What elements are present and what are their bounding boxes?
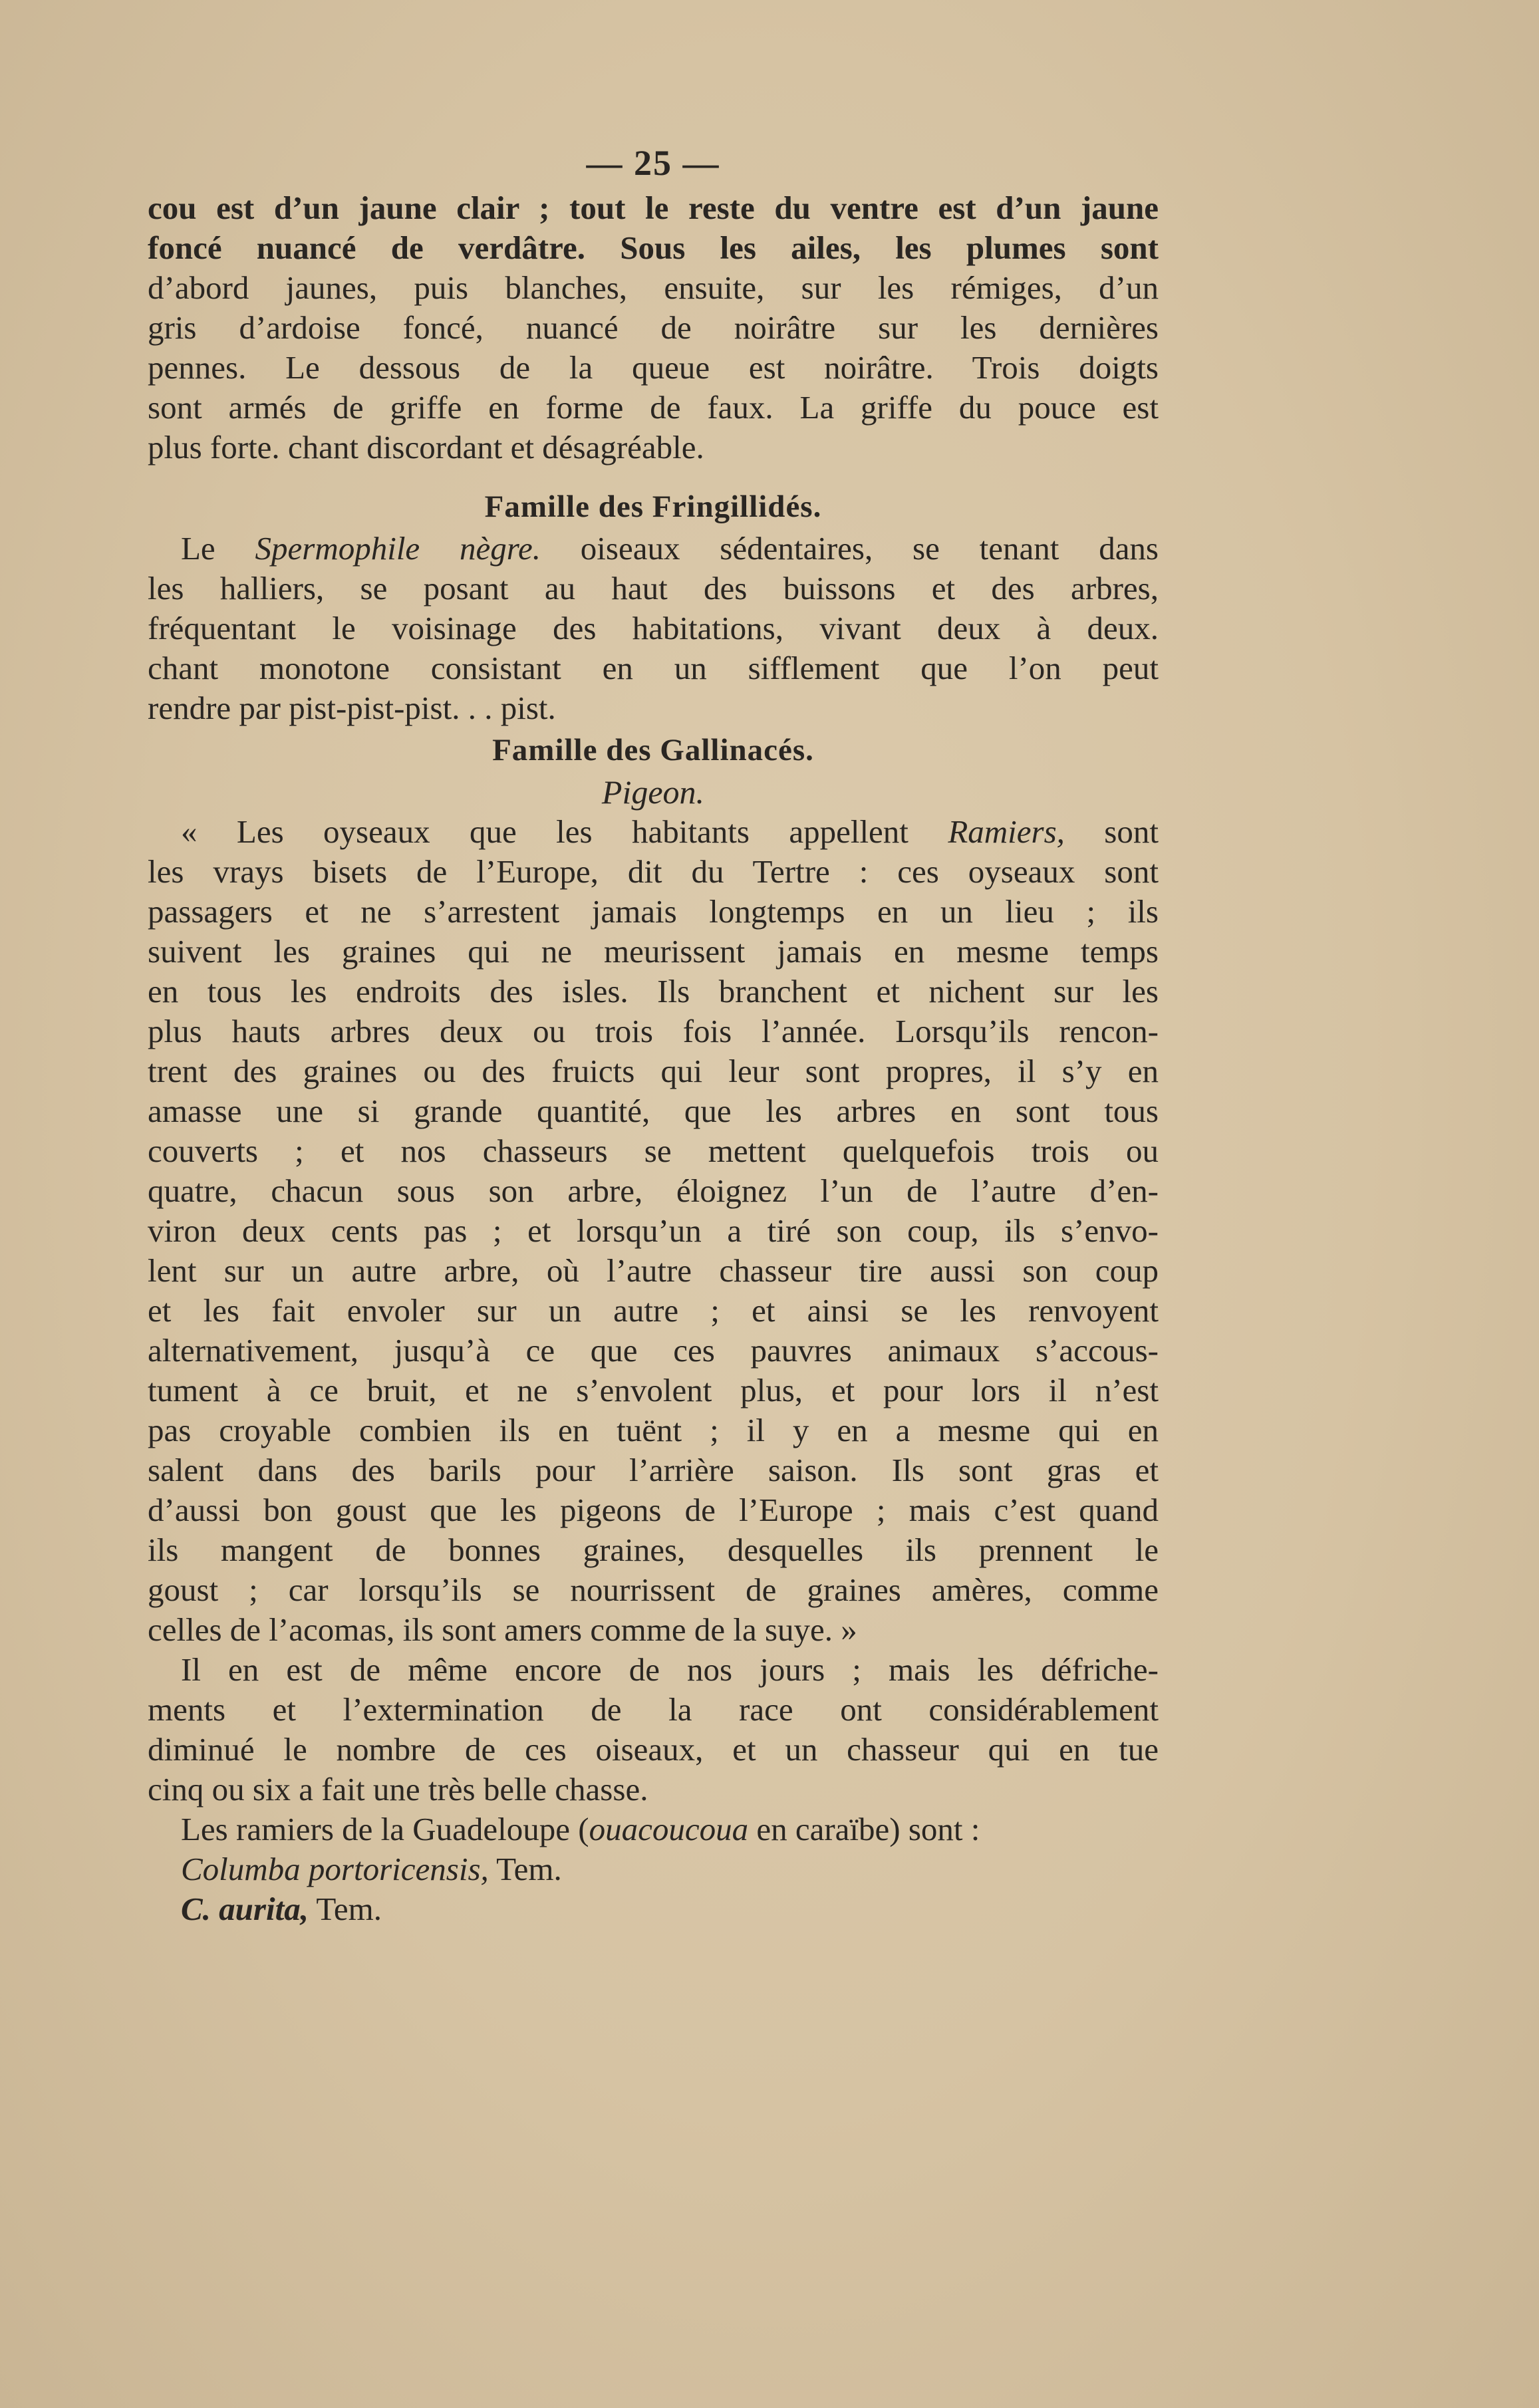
text-line: « Les oyseaux que les habitants appellent Ramiers, sont: [181, 813, 1159, 850]
text-line: couverts ; et nos chasseurs se mettent quelquefois trois ou: [148, 1133, 1159, 1169]
text-line: celles de l’acomas, ils sont amers comme de la suye. »: [148, 1611, 857, 1648]
text-line: cinq ou six a fait une très belle chasse.: [148, 1771, 648, 1807]
text-line: rendre par pist-pist-pist. . . pist.: [148, 690, 556, 726]
text-line: fréquentant le voisinage des habitations, vivant deux à deux.: [148, 610, 1159, 646]
page-text: [148, 143, 1159, 1929]
text-line: les halliers, se posant au haut des buissons et des arbres,: [148, 570, 1159, 606]
text-line: goust ; car lorsqu’ils se nourrissent de graines amères, comme: [148, 1571, 1159, 1608]
section-heading-fringillides: Famille des Fringillidés.: [484, 489, 822, 524]
text-line: ments et l’extermination de la race ont considérablement: [148, 1691, 1159, 1728]
species-entry: C. aurita, Tem.: [181, 1891, 382, 1927]
text-line: suivent les graines qui ne meurissent jamais en mesme temps: [148, 933, 1159, 970]
text-line: cou est d’un jaune clair ; tout le reste du ventre est d’un jaune: [148, 190, 1159, 226]
text-line: quatre, chacun sous son arbre, éloignez l’un de l’autre d’en-: [148, 1172, 1159, 1209]
text-line: pas croyable combien ils en tuënt ; il y en a mesme qui en: [148, 1412, 1159, 1448]
text-line: ils mangent de bonnes graines, desquelles ils prennent le: [148, 1532, 1159, 1568]
text-line: salent dans des barils pour l’arrière saison. Ils sont gras et: [148, 1452, 1159, 1488]
text-line: tument à ce bruit, et ne s’envolent plus, et pour lors il n’est: [148, 1372, 1159, 1408]
text-line: les vrays bisets de l’Europe, dit du Tertre : ces oyseaux sont: [148, 853, 1159, 890]
text-line: Il en est de même encore de nos jours ; mais les défriche-: [181, 1651, 1159, 1688]
text-line: alternativement, jusqu’à ce que ces pauvres animaux s’accous-: [148, 1332, 1159, 1369]
text-line: pennes. Le dessous de la queue est noirâtre. Trois doigts: [148, 349, 1159, 386]
paragraph-present-day: [148, 1650, 1159, 1809]
text-line: gris d’ardoise foncé, nuancé de noirâtre sur les dernières: [148, 309, 1159, 346]
subheading-pigeon: Pigeon.: [601, 773, 705, 811]
text-line: Les ramiers de la Guadeloupe (ouacoucoua en caraïbe) sont :: [181, 1811, 980, 1847]
paragraph-spermophile: [148, 529, 1159, 728]
text-line: plus hauts arbres deux ou trois fois l’année. Lorsqu’ils rencon-: [148, 1013, 1159, 1049]
text-line: foncé nuancé de verdâtre. Sous les ailes, les plumes sont: [148, 229, 1159, 266]
text-line: viron deux cents pas ; et lorsqu’un a tiré son coup, ils s’envo-: [148, 1212, 1159, 1249]
text-line: plus forte. chant discordant et désagréable.: [148, 429, 704, 466]
text-line: en tous les endroits des isles. Ils branchent et nichent sur les: [148, 973, 1159, 1009]
text-line: passagers et ne s’arrestent jamais longtemps en un lieu ; ils: [148, 893, 1159, 930]
section-heading-gallinaces: Famille des Gallinacés.: [492, 733, 814, 767]
text-line: diminué le nombre de ces oiseaux, et un chasseur qui en tue: [148, 1731, 1159, 1768]
text-line: d’abord jaunes, puis blanches, ensuite, sur les rémiges, d’un: [148, 269, 1159, 306]
text-line: chant monotone consistant en un sifflement que l’on peut: [148, 650, 1159, 686]
text-line: amasse une si grande quantité, que les arbres en sont tous: [148, 1093, 1159, 1129]
text-line: lent sur un autre arbre, où l’autre chasseur tire aussi son coup: [148, 1252, 1159, 1289]
text-line: Le Spermophile nègre. oiseaux sédentaires, se tenant dans: [181, 530, 1159, 567]
paragraph-ramiers-guadeloupe: [148, 1809, 1159, 1929]
paragraph-plumage: [148, 188, 1159, 468]
species-entry: Columba portoricensis, Tem.: [181, 1851, 562, 1887]
text-line: d’aussi bon goust que les pigeons de l’Europe ; mais c’est quand: [148, 1492, 1159, 1528]
quotation-du-tertre: [148, 812, 1159, 1650]
page-number: — 25 —: [586, 143, 720, 183]
text-line: sont armés de griffe en forme de faux. La griffe du pouce est: [148, 389, 1159, 426]
text-line: trent des graines ou des fruicts qui leur sont propres, il s’y en: [148, 1053, 1159, 1089]
text-line: et les fait envoler sur un autre ; et ainsi se les renvoyent: [148, 1292, 1159, 1329]
